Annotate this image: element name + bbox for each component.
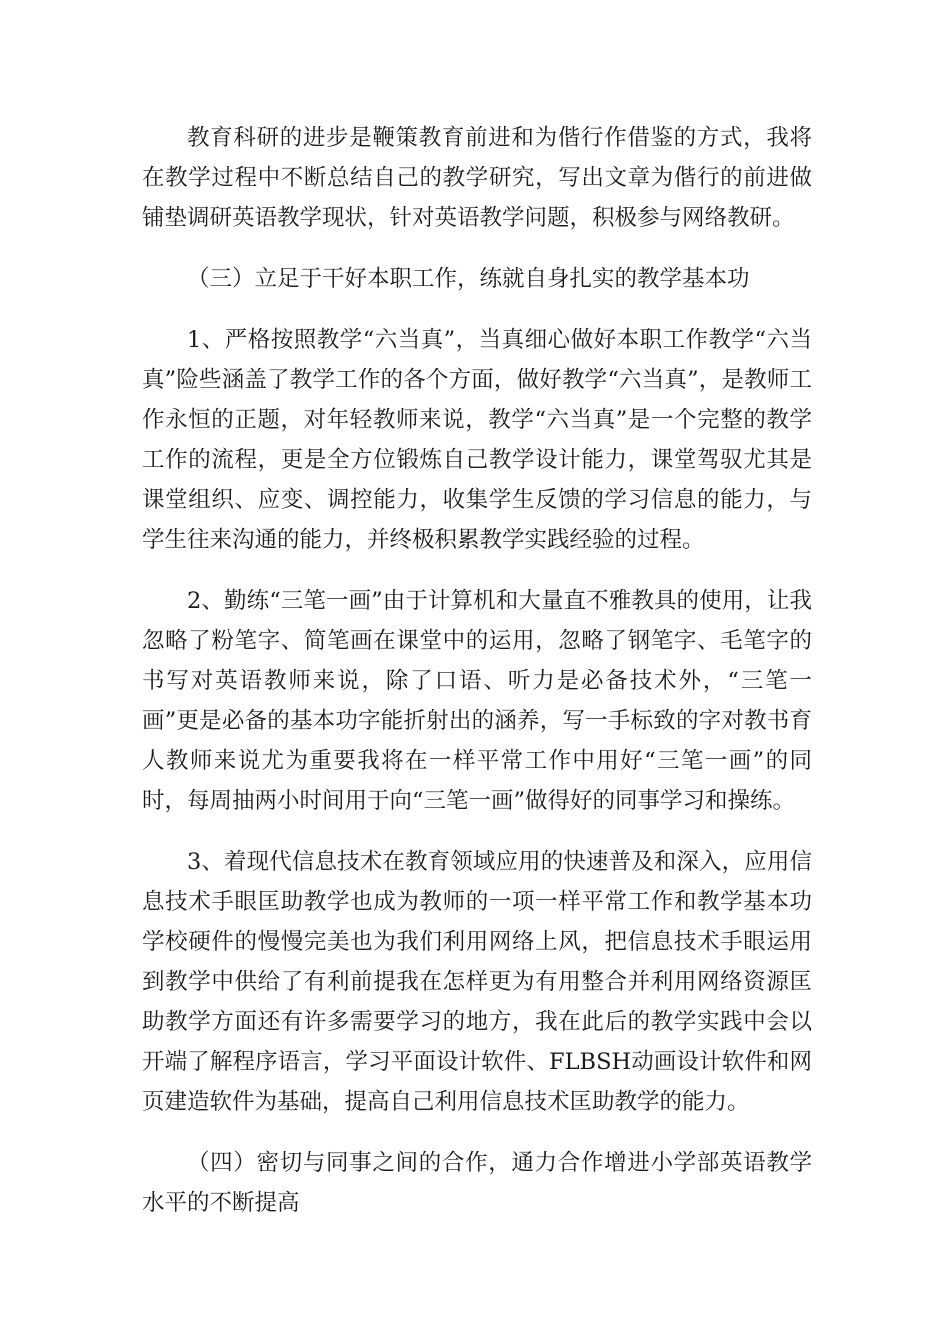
section-heading-four: （四）密切与同事之间的合作，通力合作增进小学部英语教学水平的不断提高 <box>142 1150 812 1216</box>
paragraph-item-3: 3、着现代信息技术在教育领域应用的快速普及和深入，应用信息技术手眼匡助教学也成为教师的一项一样平常工作和教学基本功学校硬件的慢慢完美也为我们利用网络上风，把信息技术手眼运用到教学中供给了有利前提我在怎样更为有用整合并利用网络资源匡助教学方面还有许多需要学习的地方，我在此后的教学实践中会以开端了解程序语言，学习平面设计软件、FLBSH动画设计软件和网页建造软件为基础，提高自己利用信息技术匡助教学的能力。 <box>142 849 812 1115</box>
document-body <box>142 118 812 1244</box>
section-heading-three: （三）立足于干好本职工作，练就自身扎实的教学基本功 <box>187 266 750 292</box>
paragraph-research: 教育科研的进步是鞭策教育前进和为偕行作借鉴的方式，我将在教学过程中不断总结自己的教学研究，写出文章为偕行的前进做铺垫调研英语教学现状，针对英语教学问题，积极参与网络教研。 <box>142 125 812 231</box>
paragraph-item-2: 2、勤练“三笔一画”由于计算机和大量直不雅教具的使用，让我忽略了粉笔字、简笔画在课堂中的运用，忽略了钢笔字、毛笔字的书写对英语教师来说，除了口语、听力是必备技术外，“三笔一画”更是必备的基本功字能折射出的涵养，写一手标致的字对教书育人教师来说尤为重要我将在一样平常工作中用好“三笔一画”的同时，每周抽两小时间用于向“三笔一画”做得好的同事学习和操练。 <box>142 588 812 814</box>
paragraph-item-1: 1、严格按照教学“六当真”，当真细心做好本职工作教学“六当真”险些涵盖了教学工作的各个方面，做好教学“六当真”，是教师工作永恒的正题，对年轻教师来说，教学“六当真”是一个完整的教学工作的流程，更是全方位锻炼自己教学设计能力，课堂驾驭尤其是课堂组织、应变、调控能力，收集学生反馈的学习信息的能力，与学生往来沟通的能力，并终极积累教学实践经验的过程。 <box>142 327 812 553</box>
